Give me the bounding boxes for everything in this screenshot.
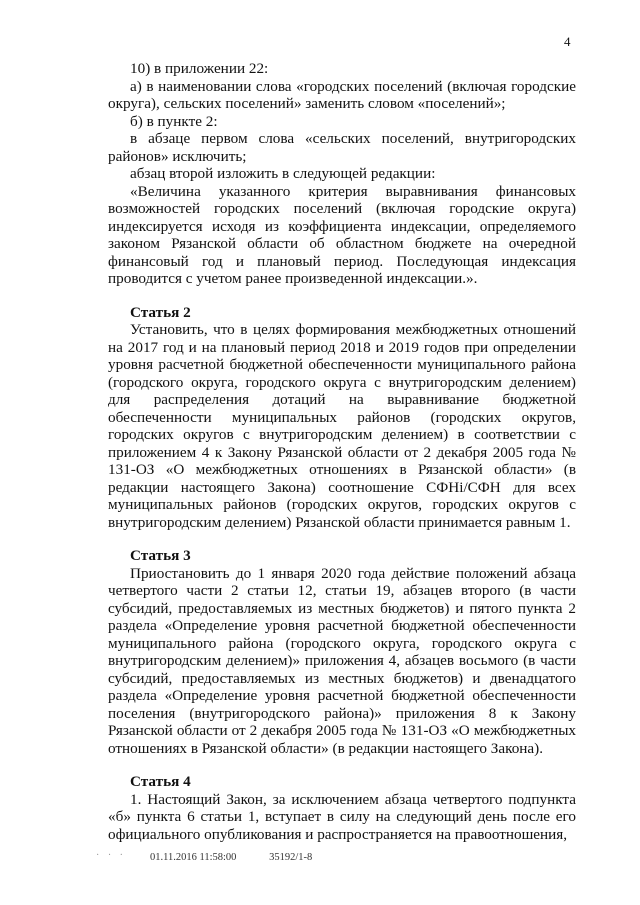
article-2 [108,304,576,532]
paragraph: а) в наименовании слова «городских поселений (включая городские округа), сельских поселений» заменить словом «поселений»; [108,77,576,112]
article-heading: Статья 3 [130,547,191,564]
paragraph: абзац второй изложить в следующей редакции: [130,165,436,182]
paragraph: в абзаце первом слова «сельских поселений, внутригородских районов» исключить; [108,130,576,165]
amendment-list [108,60,576,288]
article-4 [108,773,576,843]
article-text: 1. Настоящий Закон, за исключением абзаца четвертого подпункта «б» пункта 6 статьи 1, вступает в силу на следующий день после его официального опубликования и распространяется на правоотношения, [108,790,576,843]
page-number: 4 [564,34,571,49]
scan-noise: · · · [96,850,126,861]
footer-doc-id: 35192/1-8 [269,852,313,863]
article-3 [108,547,576,757]
article-text: Установить, что в целях формирования межбюджетных отношений на 2017 год и на плановый период 2018 и 2019 годов при определении уровня расчетной бюджетной обеспеченности муниципального района (городского округа, городского округа с внутригородским делением) для распределения дотаций на выравнивание бюджетной обеспеченности муниципальных районов (городских округов, городских округов с внутригородским делением) в соответствии с приложением 4 к Закону Рязанской области от 2 декабря 2005 года № 131-ОЗ «О межбюджетных отношениях в Рязанской области» (в редакции настоящего Закона) соотношение СФНi/СФН для всех муниципальных районов (городских округов, городских округов с внутригородским делением) Рязанской области принимается равным 1. [108,321,576,531]
paragraph: 10) в приложении 22: [130,60,269,77]
paragraph: «Величина указанного критерия выравнивания финансовых возможностей городских поселений (включая городские округа) индексируется исходя из коэффициента индексации, определяемого законом Рязанской области об областном бюджете на очередной финансовый год и плановый период. Последующая индексация проводится с учетом ранее произведенной индексации.». [108,182,576,287]
article-heading: Статья 4 [130,773,191,790]
article-heading: Статья 2 [130,303,191,321]
footer-stamp [150,852,342,863]
document-body [108,60,576,843]
footer-timestamp: 01.11.2016 11:58:00 [150,852,237,863]
article-text: Приостановить до 1 января 2020 года действие положений абзаца четвертого части 2 статьи 12, статьи 19, абзацев второго (в части субсидий, предоставляемых из местных бюджетов) и пятого пункта 2 раздела «Определение уровня расчетной бюджетной обеспеченности муниципального района (городского округа, городского округа с внутригородским делением)» приложения 4, абзацев восьмого (в части субсидий, предоставляемых из местных бюджетов) и двенадцатого раздела «Определение уровня расчетной бюджетной обеспеченности поселения (внутригородского района)» приложения 8 к Закону Рязанской области от 2 декабря 2005 года № 131-ОЗ «О межбюджетных отношениях в Рязанской области» (в редакции настоящего Закона). [108,564,576,757]
paragraph: б) в пункте 2: [130,112,218,130]
